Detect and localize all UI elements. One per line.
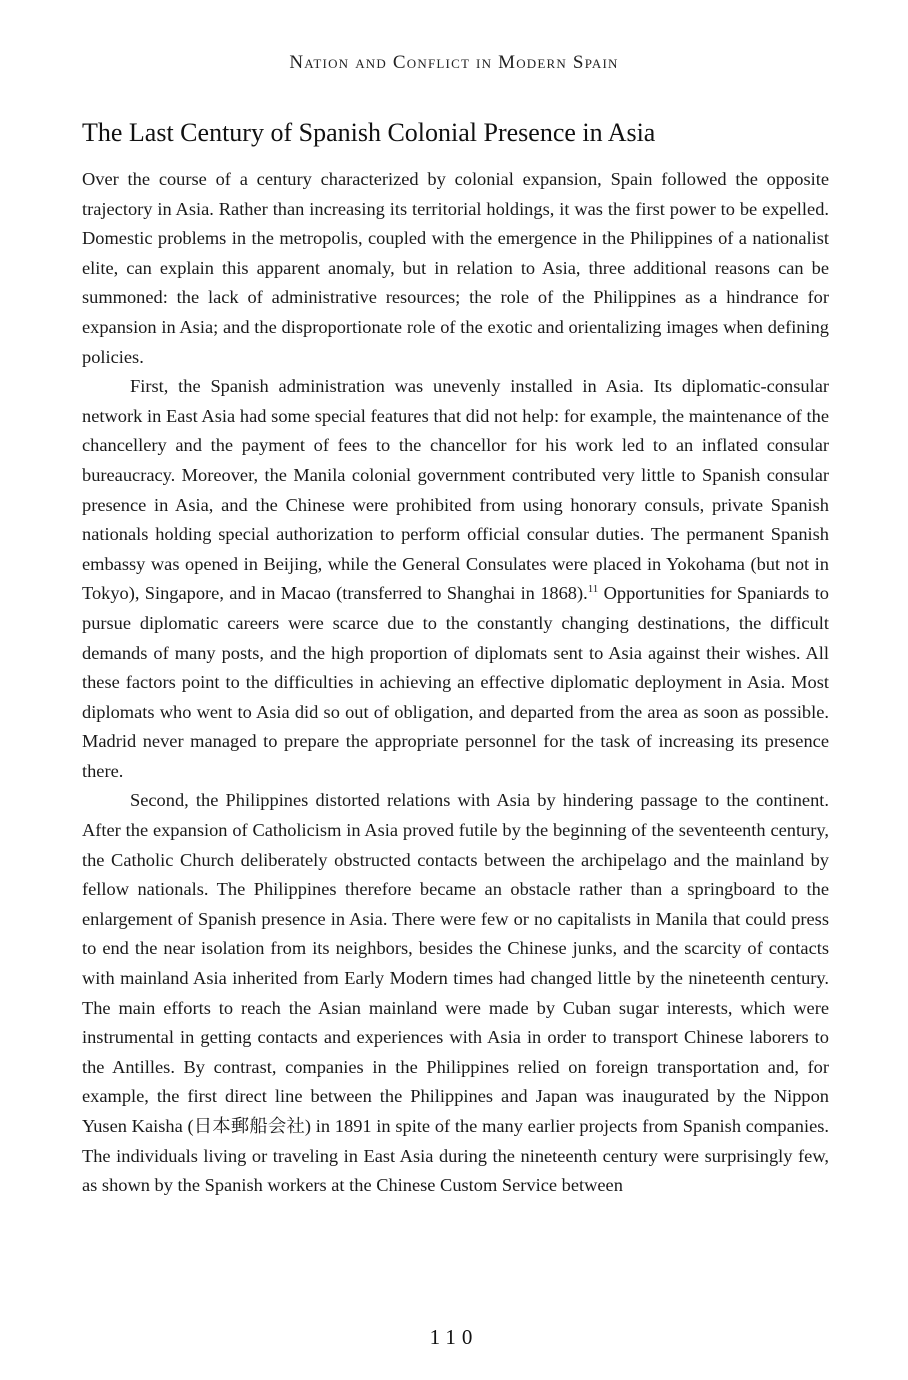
footnote-marker-11: 11 bbox=[587, 583, 599, 596]
paragraph-2-text-before-note: First, the Spanish administration was unevenly installed in Asia. Its diplomatic-consular network in East Asia had some special features that did not help: for example, the maintenance of the chancellery and the payment of fees to the chancellor for his work led to an inflated consular bureaucracy. Moreover, the Manila colonial government contributed very little to Spanish consular presence in Asia, and the Chinese were prohibited from using honorary consuls, private Spanish nationals holding special authorization to perform official consular duties. The permanent Spanish embassy was opened in Beijing, while the General Consulates were placed in Yokohama (but not in Tokyo), Singapore, and in Macao (transferred to Shanghai in 1868). bbox=[82, 376, 829, 604]
paragraph-3: Second, the Philippines distorted relations with Asia by hindering passage to the continent. After the expansion of Catholicism in Asia proved futile by the beginning of the seventeenth century, the Catholic Church deliberately obstructed contacts between the archipelago and the mainland by fellow nationals. The Philippines therefore became an obstacle rather than a springboard to the enlargement of Spanish presence in Asia. There were few or no capitalists in Manila that could press to end the near isolation from its neighbors, besides the Chinese junks, and the scarcity of contacts with mainland Asia inherited from Early Modern times had changed little by the nineteenth century. The main efforts to reach the Asian mainland were made by Cuban sugar interests, which were instrumental in getting contacts and experiences with Asia in order to transport Chinese laborers to the Antilles. By contrast, companies in the Philippines relied on foreign transportation and, for example, the first direct line between the Philippines and Japan was inaugurated by the Nippon Yusen Kaisha (日本郵船会社) in 1891 in spite of the many earlier projects from Spanish companies. The individuals living or traveling in East Asia during the nineteenth century were surprisingly few, as shown by the Spanish workers at the Chinese Custom Service between bbox=[82, 790, 829, 1196]
running-head: Nation and Conflict in Modern Spain bbox=[289, 52, 619, 73]
body-text bbox=[82, 165, 829, 1201]
page-number: 110 bbox=[429, 1325, 479, 1349]
paragraph-2-text-after-note: Opportunities for Spaniards to pursue diplomatic careers were scarce due to the constantly changing destinations, the difficult demands of many posts, and the high proportion of diplomats sent to Asia against their wishes. All these factors point to the difficulties in achieving an effective diplomatic deployment in Asia. Most diplomats who went to Asia did so out of obligation, and departed from the area as soon as possible. Madrid never managed to prepare the appropriate personnel for the task of increasing its presence there. bbox=[82, 583, 830, 781]
section-title: The Last Century of Spanish Colonial Presence in Asia bbox=[82, 118, 656, 147]
paragraph-1: Over the course of a century characterized by colonial expansion, Spain followed the opposite trajectory in Asia. Rather than increasing its territorial holdings, it was the first power to be expelled. Domestic problems in the metropolis, coupled with the emergence in the Philippines of a nationalist elite, can explain this apparent anomaly, but in relation to Asia, three additional reasons can be summoned: the lack of administrative resources; the role of the Philippines as a hindrance for expansion in Asia; and the disproportionate role of the exotic and orientalizing images when defining policies. bbox=[82, 169, 829, 367]
paragraph-2 bbox=[82, 372, 829, 786]
